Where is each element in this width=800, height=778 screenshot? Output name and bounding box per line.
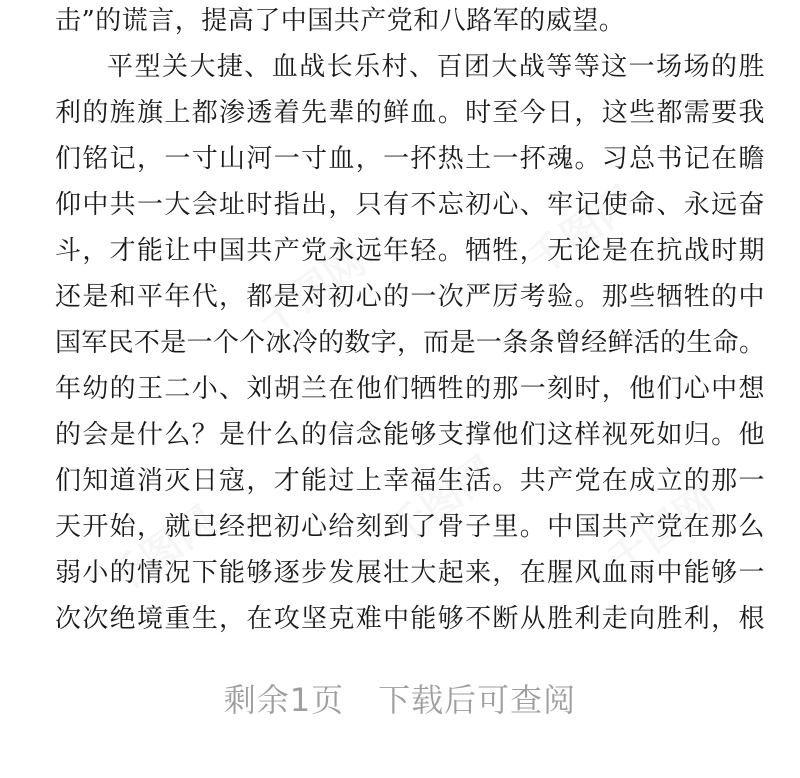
download-prompt[interactable] [0,675,800,721]
text-line: 还是和平年代，都是对初心的一次严厉考验。那些牺牲的中 [55,282,765,312]
text-line: 斗，才能让中国共产党永远年轻。牺牲，无论是在抗战时期 [55,236,765,266]
watermark: 千图网 [249,238,375,345]
text-line: 平型关大捷、血战长乐村、百团大战等等这一场场的胜 [107,52,765,82]
text-line: 年幼的王二小、刘胡兰在他们牺牲的那一刻时，他们心中想 [55,374,765,404]
text-line: 次次绝境重生，在攻坚克难中能够不断从胜利走向胜利，根 [55,604,765,634]
text-line: 利的旌旗上都渗透着先辈的鲜血。时至今日，这些都需要我 [55,98,765,128]
watermark: 千图网 [379,448,505,555]
text-line: 击”的谎言，提高了中国共产党和八路军的威望。 [55,6,626,36]
remaining-pages-label: 剩余1页 [223,681,345,719]
watermark: 千图网 [519,178,645,285]
text-line: 天开始，就已经把初心给刻到了骨子里。中国共产党在那么 [55,512,765,542]
text-line: 仰中共一大会址时指出，只有不忘初心、牢记使命、永远奋 [55,190,765,220]
download-to-view-label: 下载后可查阅 [378,681,577,719]
text-line: 国军民不是一个个冰冷的数字，而是一条条曾经鲜活的生命。 [55,328,765,358]
watermark: 千图网 [599,478,725,585]
text-line: 弱小的情况下能够逐步发展壮大起来，在腥风血雨中能够一 [55,558,765,588]
watermark: 千图网 [99,498,225,605]
text-line: 的会是什么？是什么的信念能够支撑他们这样视死如归。他 [55,420,765,450]
text-line: 们铭记，一寸山河一寸血，一抔热土一抔魂。习总书记在瞻 [55,144,765,174]
text-line: 们知道消灭日寇，才能过上幸福生活。共产党在成立的那一 [55,466,765,496]
